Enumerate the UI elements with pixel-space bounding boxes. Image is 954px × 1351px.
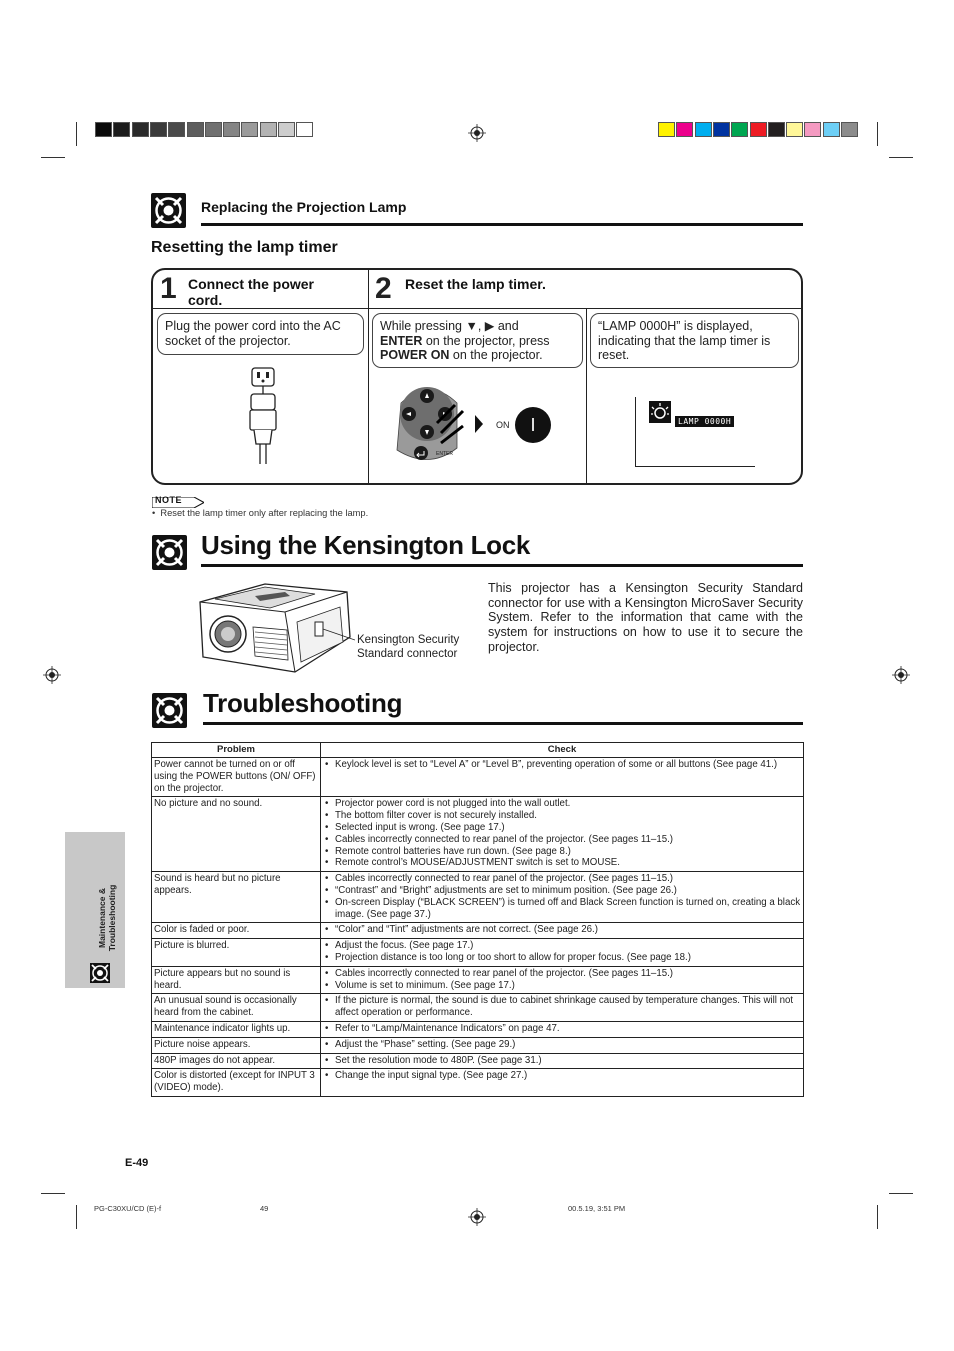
gray-swatch (132, 122, 149, 137)
note-text: • Reset the lamp timer only after replacing the lamp. (152, 508, 369, 518)
power-plug-icon (245, 366, 281, 466)
color-swatch (695, 122, 712, 137)
table-header-row (152, 743, 804, 758)
step-1-number: 1 (160, 272, 177, 305)
footer-page: 49 (260, 1204, 269, 1213)
check-cell (321, 1053, 804, 1069)
projector-keypad-icon (389, 378, 479, 468)
on-label: ON (496, 420, 510, 430)
table-row (152, 1053, 804, 1069)
column-header-problem: Problem (152, 743, 321, 758)
note-badge (152, 495, 204, 506)
problem-cell: Sound is heard but no picture appears. (152, 872, 321, 923)
check-item: • Cables incorrectly connected to rear panel of the projector. (See pages 11–15.) (323, 968, 801, 980)
crop-mark-bl-v (76, 1205, 77, 1229)
gray-swatch (168, 122, 185, 137)
table-row (152, 1069, 804, 1097)
crop-mark-tr-h (889, 157, 913, 158)
step-divider-1 (368, 270, 369, 485)
step-2-instructions: While pressing ▼, ▶ and ENTER on the projector, press POWER ON on the projector. (372, 313, 583, 368)
table-row (152, 939, 804, 967)
gray-swatch (296, 122, 313, 137)
check-cell (321, 1037, 804, 1053)
gray-swatch (260, 122, 277, 137)
check-item: • “Contrast” and “Bright” adjustments are set to minimum position. (See page 26.) (323, 885, 801, 897)
side-tab-icon (90, 963, 110, 983)
kensington-rule (201, 564, 803, 567)
footer-timestamp: 00.5.19, 3:51 PM (568, 1204, 626, 1213)
color-swatch (804, 122, 821, 137)
registration-mark-top-icon (468, 124, 486, 142)
step-1-title: Connect the power cord. (188, 276, 315, 308)
registration-mark-right-icon (892, 666, 910, 684)
gray-swatch (278, 122, 295, 137)
check-item: • Cables incorrectly connected to rear panel of the projector. (See pages 11–15.) (323, 834, 801, 846)
reset-steps-box (151, 268, 803, 485)
problem-cell: No picture and no sound. (152, 797, 321, 872)
gray-swatch (223, 122, 240, 137)
problem-cell: Picture noise appears. (152, 1037, 321, 1053)
crop-mark-br-v (877, 1205, 878, 1229)
table-row (152, 966, 804, 994)
color-swatch (823, 122, 840, 137)
table-row (152, 1037, 804, 1053)
check-item: • Adjust the focus. (See page 17.) (323, 940, 801, 952)
section-label: Replacing the Projection Lamp (201, 199, 407, 215)
check-cell (321, 1069, 804, 1097)
kensington-title: Using the Kensington Lock (201, 530, 531, 560)
check-item: • Cables incorrectly connected to rear panel of the projector. (See pages 11–15.) (323, 873, 801, 885)
troubleshooting-table-body (152, 758, 804, 1097)
step-header-rule (153, 308, 803, 309)
troubleshooting-section-icon (152, 693, 187, 728)
projector-illustration (195, 582, 355, 678)
step-1-instructions: Plug the power cord into the AC socket of the projector. (157, 313, 364, 355)
kensington-description: This projector has a Kensington Security Standard connector for use with a Kensington MicroSaver Security System. Refer to the information that came with the system for instructions on how to use it to secure the projector. (488, 581, 803, 654)
check-cell (321, 939, 804, 967)
problem-cell: An unusual sound is occasionally heard from the cabinet. (152, 994, 321, 1022)
problem-cell: Picture is blurred. (152, 939, 321, 967)
check-cell (321, 994, 804, 1022)
step-divider-2 (586, 308, 587, 485)
check-item: • Projection distance is too long or too short to allow for proper focus. (See page 18.) (323, 952, 801, 964)
osd-lamp-readout: LAMP 0000H (675, 416, 734, 427)
color-swatch (658, 122, 675, 137)
check-cell (321, 758, 804, 797)
gray-swatch (95, 122, 112, 137)
troubleshooting-title: Troubleshooting (203, 688, 403, 718)
table-row (152, 872, 804, 923)
arrow-right-icon (473, 415, 485, 433)
reset-heading: Resetting the lamp timer (151, 239, 338, 256)
gray-swatch (241, 122, 258, 137)
kensington-connector-callout: Kensington Security Standard connector (357, 634, 460, 660)
crop-mark-bl-h (41, 1193, 65, 1194)
problem-cell: Picture appears but no sound is heard. (152, 966, 321, 994)
color-swatch (841, 122, 858, 137)
table-row (152, 994, 804, 1022)
check-item: • On-screen Display (“BLACK SCREEN”) is turned off and Black Screen function is turned on, creating a black image. (See page 37.) (323, 897, 801, 921)
table-row (152, 797, 804, 872)
check-item: • Remote control’s MOUSE/ADJUSTMENT switch is set to MOUSE. (323, 857, 801, 869)
check-item: • Selected input is wrong. (See page 17.) (323, 822, 801, 834)
kensington-section-icon (152, 535, 187, 570)
crop-mark-tl-v (76, 122, 77, 146)
power-on-button: I (515, 407, 551, 443)
check-item: • Set the resolution mode to 480P. (See page 31.) (323, 1055, 801, 1067)
registration-mark-bottom-icon (468, 1208, 486, 1226)
note-label: NOTE (155, 495, 183, 505)
check-item: • Remote control batteries have run down. (See page 8.) (323, 846, 801, 858)
step-2-title: Reset the lamp timer. (405, 276, 546, 292)
table-row (152, 758, 804, 797)
gray-swatch (205, 122, 222, 137)
registration-mark-left-icon (43, 666, 61, 684)
color-swatch (750, 122, 767, 137)
crop-mark-tr-v (877, 122, 878, 146)
check-item: • Refer to “Lamp/Maintenance Indicators” on page 47. (323, 1023, 801, 1035)
check-cell (321, 872, 804, 923)
crop-mark-tl-h (41, 157, 65, 158)
lamp-icon (649, 401, 671, 423)
color-swatch (676, 122, 693, 137)
side-tab-label: Maintenance & Troubleshooting (97, 884, 117, 952)
table-row (152, 1021, 804, 1037)
problem-cell: Color is faded or poor. (152, 923, 321, 939)
check-cell (321, 1021, 804, 1037)
gray-swatch (187, 122, 204, 137)
troubleshooting-rule (203, 722, 803, 725)
check-item: • Adjust the “Phase” setting. (See page 29.) (323, 1039, 801, 1051)
problem-cell: Color is distorted (except for INPUT 3 (VIDEO) mode). (152, 1069, 321, 1097)
color-swatch (713, 122, 730, 137)
check-cell (321, 966, 804, 994)
color-swatch (786, 122, 803, 137)
check-item: • “Color” and “Tint” adjustments are not correct. (See page 26.) (323, 924, 801, 936)
maintenance-section-icon (151, 193, 186, 228)
problem-cell: 480P images do not appear. (152, 1053, 321, 1069)
gray-swatch (113, 122, 130, 137)
crop-mark-br-h (889, 1193, 913, 1194)
problem-cell: Maintenance indicator lights up. (152, 1021, 321, 1037)
footer-file: PG-C30XU/CD (E)-f (94, 1204, 162, 1213)
color-swatch (768, 122, 785, 137)
check-cell (321, 923, 804, 939)
check-item: • Volume is set to minimum. (See page 17.) (323, 980, 801, 992)
check-item: • If the picture is normal, the sound is due to cabinet shrinkage caused by temperature changes. This will not affect operation or performance. (323, 995, 801, 1019)
gray-swatch (150, 122, 167, 137)
osd-screen (635, 397, 755, 467)
check-item: • Keylock level is set to “Level A” or “Level B”, preventing operation of some or all buttons (See page 41.) (323, 759, 801, 771)
color-swatch (731, 122, 748, 137)
table-row (152, 923, 804, 939)
enter-label: ENTER (436, 451, 453, 457)
section-rule (201, 223, 803, 226)
check-item: • The bottom filter cover is not securely installed. (323, 810, 801, 822)
check-item: • Change the input signal type. (See page 27.) (323, 1070, 801, 1082)
check-cell (321, 797, 804, 872)
troubleshooting-table (151, 742, 804, 1097)
problem-cell: Power cannot be turned on or off using the POWER buttons (ON/ OFF) on the projector. (152, 758, 321, 797)
step-3-instructions: “LAMP 0000H” is displayed, indicating that the lamp timer is reset. (590, 313, 799, 368)
column-header-check: Check (321, 743, 804, 758)
step-2-number: 2 (375, 272, 392, 305)
page-number: E-49 (125, 1157, 149, 1169)
check-item: • Projector power cord is not plugged into the wall outlet. (323, 798, 801, 810)
